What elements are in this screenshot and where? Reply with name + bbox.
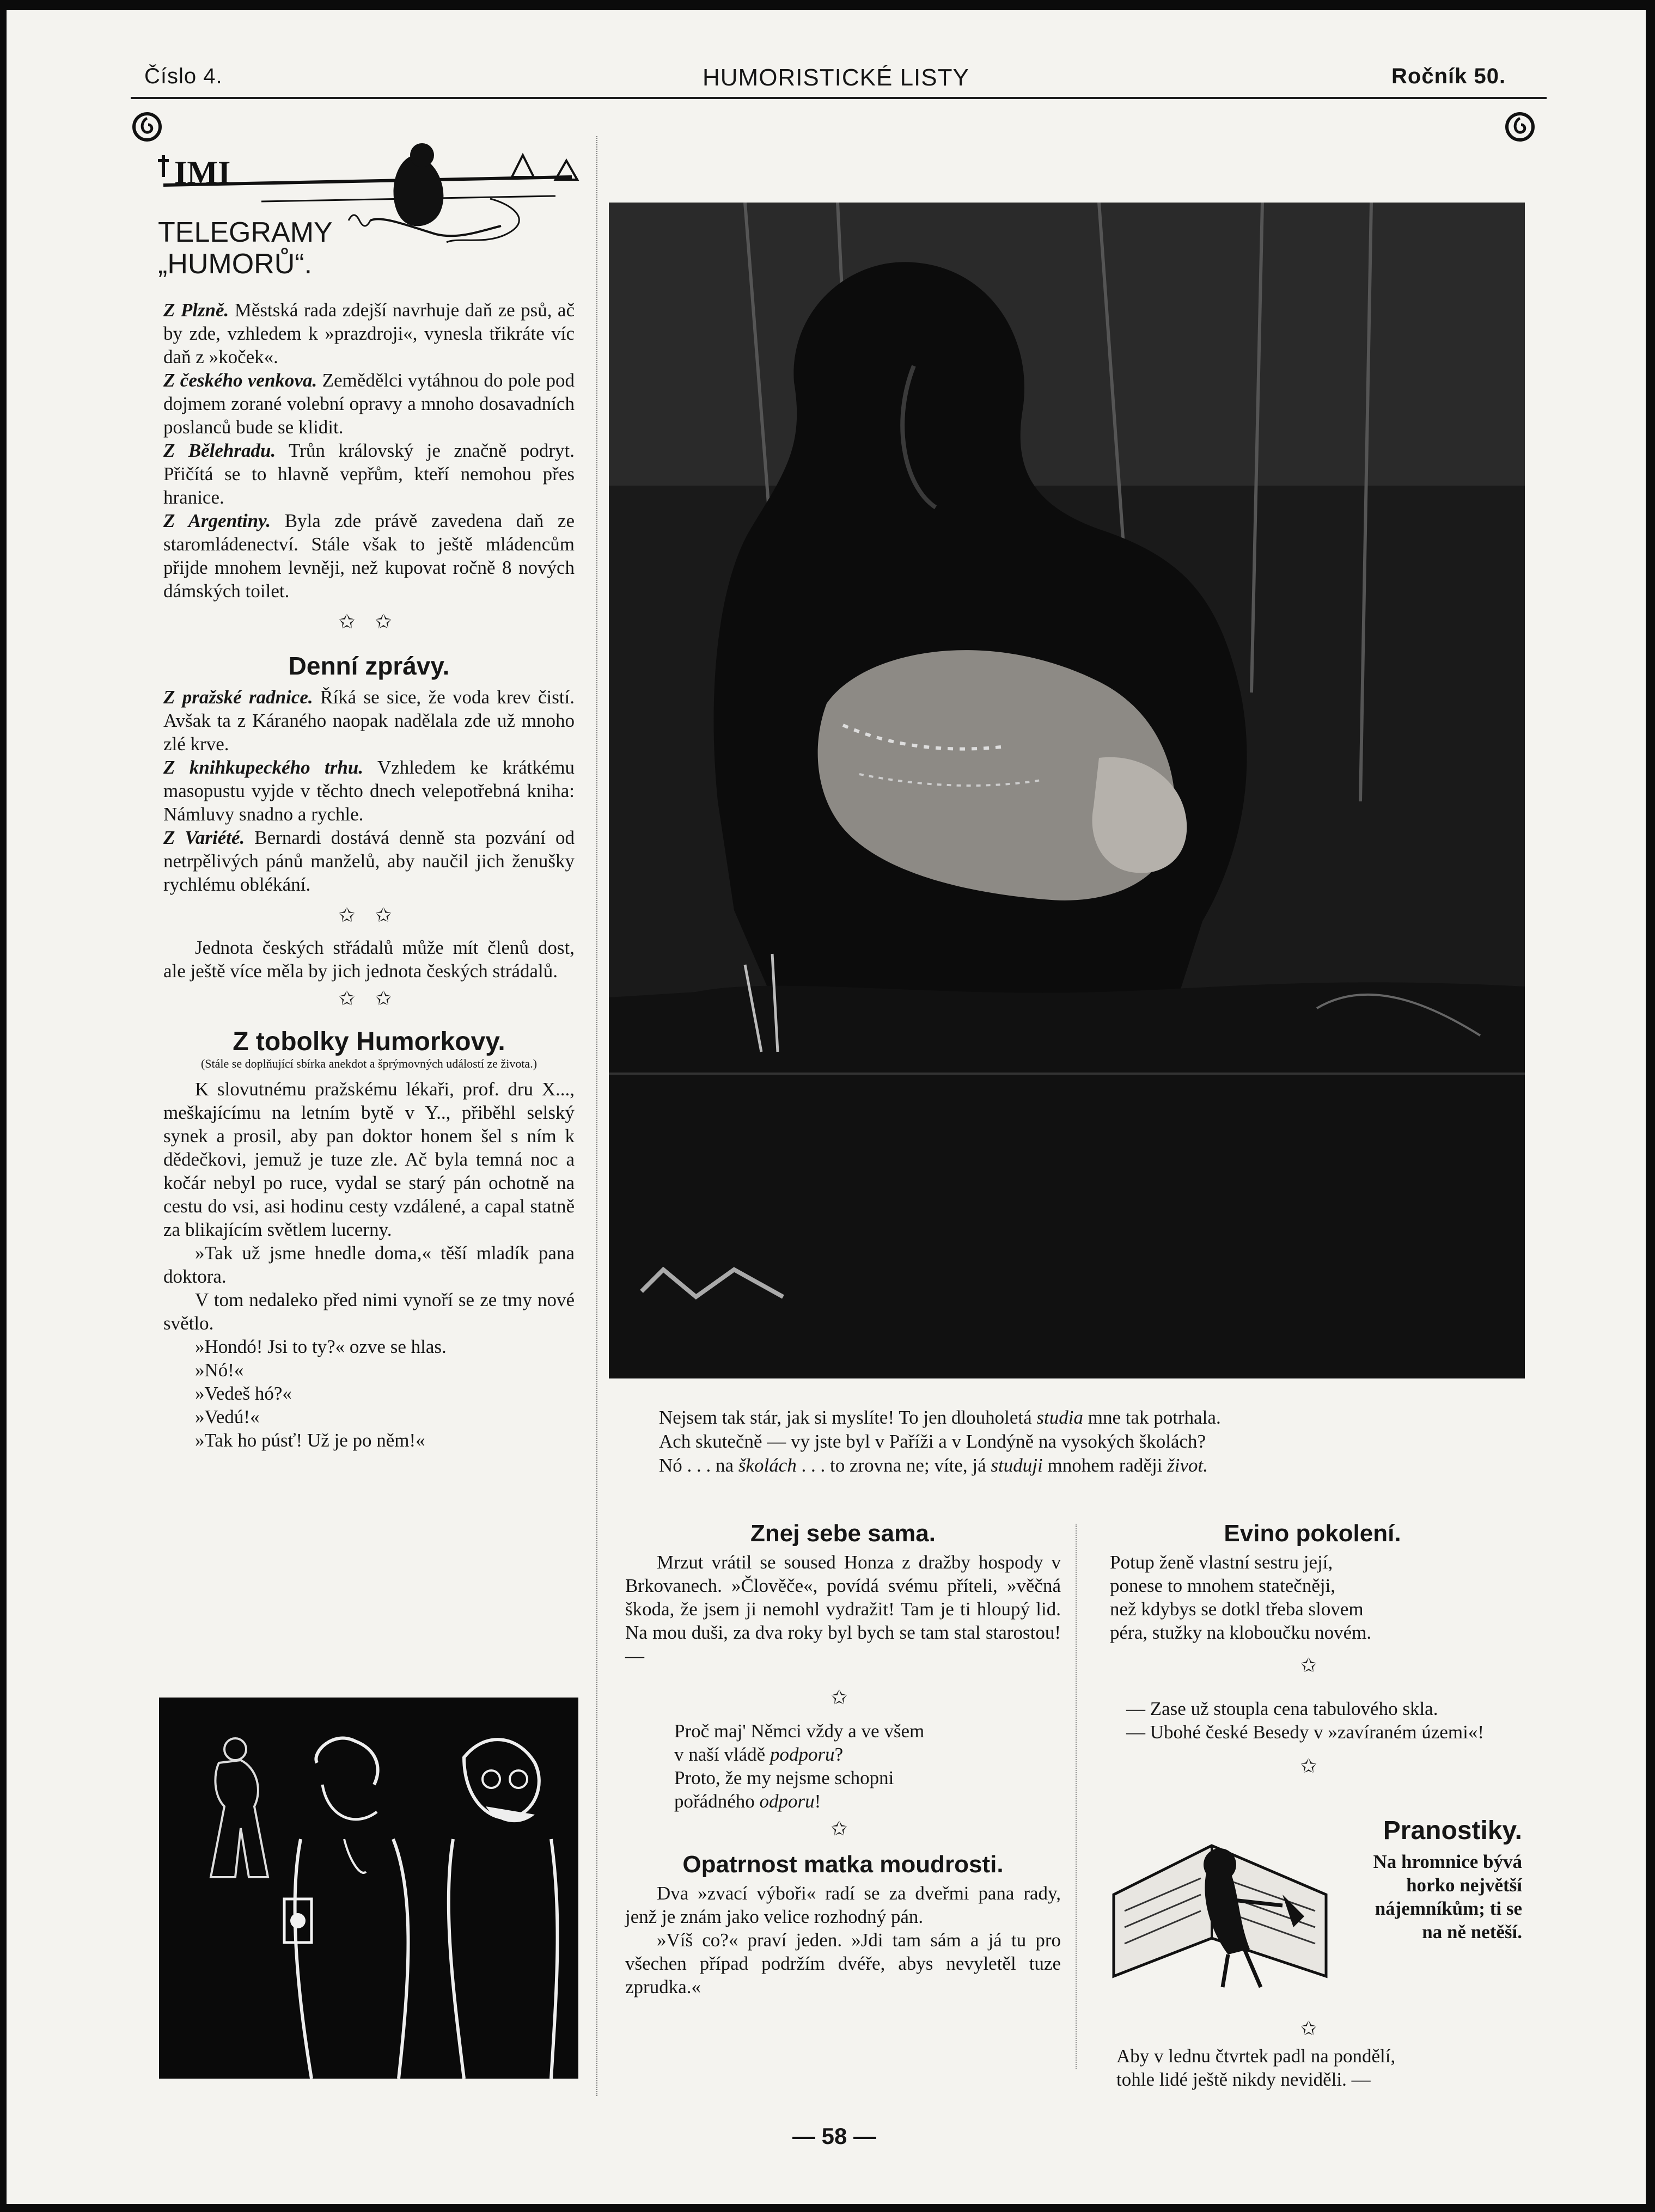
telegram-text: Byla zde právě zavedena daň ze staromládenectví. Stále však to ještě mládencům přijde mnohem levněji, než kupovat ročně 8 nových dámských toilet.	[163, 510, 575, 602]
news-text: Říká se sice, že voda krev čistí. Avšak ta z Káraného naopak nadělala zde už mnoho zlé krve.	[163, 687, 575, 755]
verse-line: Proč maj' Němci vždy a ve všem	[674, 1720, 925, 1742]
telegram-item	[163, 298, 575, 369]
star-divider: ✩ ✩	[338, 988, 400, 1009]
verse-text: ?	[834, 1744, 844, 1765]
telegram-place: Z Bělehradu.	[163, 440, 276, 461]
verse-line: horko největší	[1406, 1874, 1522, 1896]
verse-line: péra, stužky na kloboučku novém.	[1110, 1622, 1372, 1643]
star-divider: ✩	[830, 1687, 856, 1708]
opatrnost-title: Opatrnost matka moudrosti.	[682, 1851, 1004, 1878]
woman-portrait-illustration	[609, 203, 1525, 1378]
photo-caption	[659, 1406, 1530, 1478]
page-number: — 58 —	[792, 2123, 877, 2149]
opatrnost-text: »Víš co?« praví jeden. »Jdi tam sám a já tu pro všechen případ podržím dvéře, abys nevyletěl tuze zprudka.«	[625, 1929, 1061, 1997]
issue-number: Číslo 4.	[144, 64, 223, 88]
verse-emphasis: podporu	[770, 1744, 835, 1765]
volume-number: Ročník 50.	[1391, 64, 1506, 88]
column-divider	[1076, 1524, 1077, 2069]
telegram-place: Z Argentiny.	[163, 510, 271, 531]
verse-line: Potup ženě vlastní sestru její,	[1110, 1552, 1333, 1573]
verse-text: v naší vládě	[674, 1744, 770, 1765]
caption-text: Nó . . . na	[659, 1455, 738, 1476]
znej-text: Mrzut vrátil se soused Honza z dražby hospody v Brkovanech. »Člověče«, povídá svému příteli, »věčná škoda, že jsem ji nemohl vydražit! Tam je ti hloupý lid. Na mou duši, za dva roky byl bych se tam stal starostou! —	[625, 1552, 1061, 1666]
news-text: Bernardi dostává denně sta pozvání od netrpělivých pánů manželů, aby naučil jich ženušky rychlému oblékání.	[163, 827, 575, 895]
star-divider: ✩ ✩	[338, 611, 400, 633]
tabak-line: — Ubohé české Besedy v »zavíraném územi«!	[1126, 1721, 1484, 1743]
tabak-line: — Zase už stoupla cena tabulového skla.	[1126, 1698, 1438, 1719]
telegram-place: Z Plzně.	[163, 299, 229, 321]
pranostiky-verse	[1348, 1850, 1522, 1944]
column-divider	[596, 136, 597, 2096]
pranostiky-block	[1348, 1816, 1522, 1944]
pranostiky-title: Pranostiky.	[1383, 1816, 1522, 1845]
evino-title: Evino pokolení.	[1224, 1520, 1401, 1547]
caption-line	[659, 1454, 1530, 1478]
caption-emphasis: studia	[1036, 1407, 1083, 1428]
telegram-text: Zemědělci vytáhnou do pole pod dojmem zorané volební opravy a mnoho dosavadních poslanců bude se klidit.	[163, 370, 575, 438]
star-divider: ✩	[1300, 1655, 1325, 1676]
news-place: Z pražské radnice.	[163, 687, 313, 708]
verse-line: na ně netěší.	[1422, 1921, 1522, 1943]
corner-ornament-right-icon	[1495, 106, 1544, 144]
denni-zpravy-title: Denní zprávy.	[288, 652, 450, 680]
verse-line: než kdybys se dotkl třeba slovem	[1110, 1598, 1364, 1620]
telegramy-title-line1: TELEGRAMY	[158, 217, 333, 248]
pranostiky-last	[1116, 2044, 1541, 2091]
news-place: Z knihkupeckého trhu.	[163, 757, 364, 778]
tobolky-title: Z tobolky Humorkovy.	[233, 1027, 505, 1056]
verse-text: pořádného	[674, 1791, 760, 1812]
nemci-verse	[625, 1719, 1061, 1813]
news-place: Z Variété.	[163, 827, 245, 848]
verse-emphasis: odporu	[759, 1791, 815, 1812]
telegram-text: Trůn královský je značně podryt. Přičítá se to hlavně vepřům, kteří nemohou přes hranice.	[163, 440, 575, 508]
news-item	[163, 826, 575, 896]
verse-line	[674, 1790, 1061, 1813]
caption-emphasis: život.	[1167, 1455, 1208, 1476]
verse-line: Na hromnice bývá	[1373, 1851, 1522, 1872]
verse-line: nájemníkům; ti se	[1375, 1898, 1522, 1919]
opatrnost-text: Dva »zvací výboři« radí se za dveřmi pana rady, jenž je znám jako velice rozhodný pán.	[625, 1883, 1061, 1927]
tobolky-subtitle: (Stále se doplňující sbírka anekdot a šprýmovných událostí ze života.)	[200, 1057, 538, 1070]
anecdote-dialogue: »Nó!«	[195, 1359, 244, 1381]
caption-line	[659, 1406, 1530, 1430]
anecdote-paragraph: »Tak už jsme hnedle doma,« těší mladík pana doktora.	[163, 1242, 575, 1287]
telegram-item	[163, 369, 575, 439]
jednota-paragraph: Jednota českých střádalů může mít členů dost, ale ještě více měla by jich jednota českých strádalů.	[163, 937, 575, 982]
header-rule	[131, 97, 1547, 99]
star-divider: ✩	[1300, 1755, 1325, 1777]
telegramy-items	[163, 298, 575, 1452]
anecdote-dialogue: »Vedú!«	[195, 1406, 260, 1427]
telegramy-title	[158, 217, 333, 280]
verse-line: ponese to mnohem statečněji,	[1110, 1575, 1336, 1596]
caption-emphasis: školách	[738, 1455, 797, 1476]
news-item	[163, 756, 575, 826]
right-column	[1095, 1522, 1530, 1778]
caption-text: . . . to zrovna ne; víte, já	[796, 1455, 991, 1476]
znej-title: Znej sebe sama.	[750, 1520, 936, 1547]
telegram-item	[163, 509, 575, 603]
caption-line: Ach skutečně — vy jste byl v Paříži a v Londýně na vysokých školách?	[659, 1431, 1206, 1452]
verse-text: !	[814, 1791, 821, 1812]
calendar-figure-illustration	[1103, 1813, 1342, 1998]
star-divider: ✩	[830, 1818, 856, 1840]
caption-text: mne tak potrhala.	[1083, 1407, 1221, 1428]
journal-title: HUMORISTICKÉ LISTY	[703, 64, 969, 91]
verse-line	[674, 1743, 1061, 1766]
verse-line: Aby v lednu čtvrtek padl na pondělí,	[1116, 2045, 1396, 2067]
caption-emphasis: studuji	[991, 1455, 1043, 1476]
caption-text: Nejsem tak stár, jak si myslíte! To jen dlouholetá	[659, 1407, 1037, 1428]
star-divider: ✩	[1300, 2018, 1325, 2039]
caption-text: mnohem raději	[1042, 1455, 1168, 1476]
verse-line: Proto, že my nejsme schopni	[674, 1767, 894, 1788]
news-item	[163, 685, 575, 756]
anecdote-paragraph: K slovutnému pražskému lékaři, prof. dru X..., meškajícímu na letním bytě v Y.., přiběhl selský synek a prosil, aby pan doktor honem šel s ním k dědečkovi, jemuž je tuze zle. Ač byla temná noc a kočár nebyl po ruce, vydal se starý pán ochotně na cestu do vsi, asi hodinu cesty vzdálené, a capal statně za blikajícím světlem lucerny.	[163, 1079, 575, 1240]
verse-line: tohle lidé ještě nikdy neviděli. —	[1116, 2069, 1371, 2090]
anecdote-paragraph: V tom nedaleko před nimi vynoří se ze tmy nové světlo.	[163, 1289, 575, 1334]
anecdote-dialogue: »Vedeš hó?«	[195, 1383, 292, 1404]
svg-text:IMI: IMI	[174, 155, 231, 191]
middle-column	[625, 1522, 1061, 1999]
telegramy-title-line2: „HUMORŮ“.	[158, 248, 313, 280]
evino-verse	[1095, 1551, 1530, 1644]
telegram-text: Městská rada zdejší navrhuje daň ze psů, ač by zde, vzhledem k »prazdroji«, vynesla třikráte víc daň z »koček«.	[163, 299, 575, 367]
star-divider: ✩ ✩	[338, 904, 400, 926]
anecdote-dialogue: »Hondó! Jsi to ty?« ozve se hlas.	[195, 1336, 447, 1357]
anecdote-dialogue: »Tak ho púsť! Už je po něm!«	[195, 1430, 425, 1451]
night-lantern-illustration	[159, 1698, 578, 2079]
telegram-place: Z českého venkova.	[163, 370, 317, 391]
news-text: Vzhledem ke krátkému masopustu vyjde v těchto dnech velepotřebná kniha: Námluvy snadno a rychle.	[163, 757, 575, 825]
telegram-item	[163, 439, 575, 509]
